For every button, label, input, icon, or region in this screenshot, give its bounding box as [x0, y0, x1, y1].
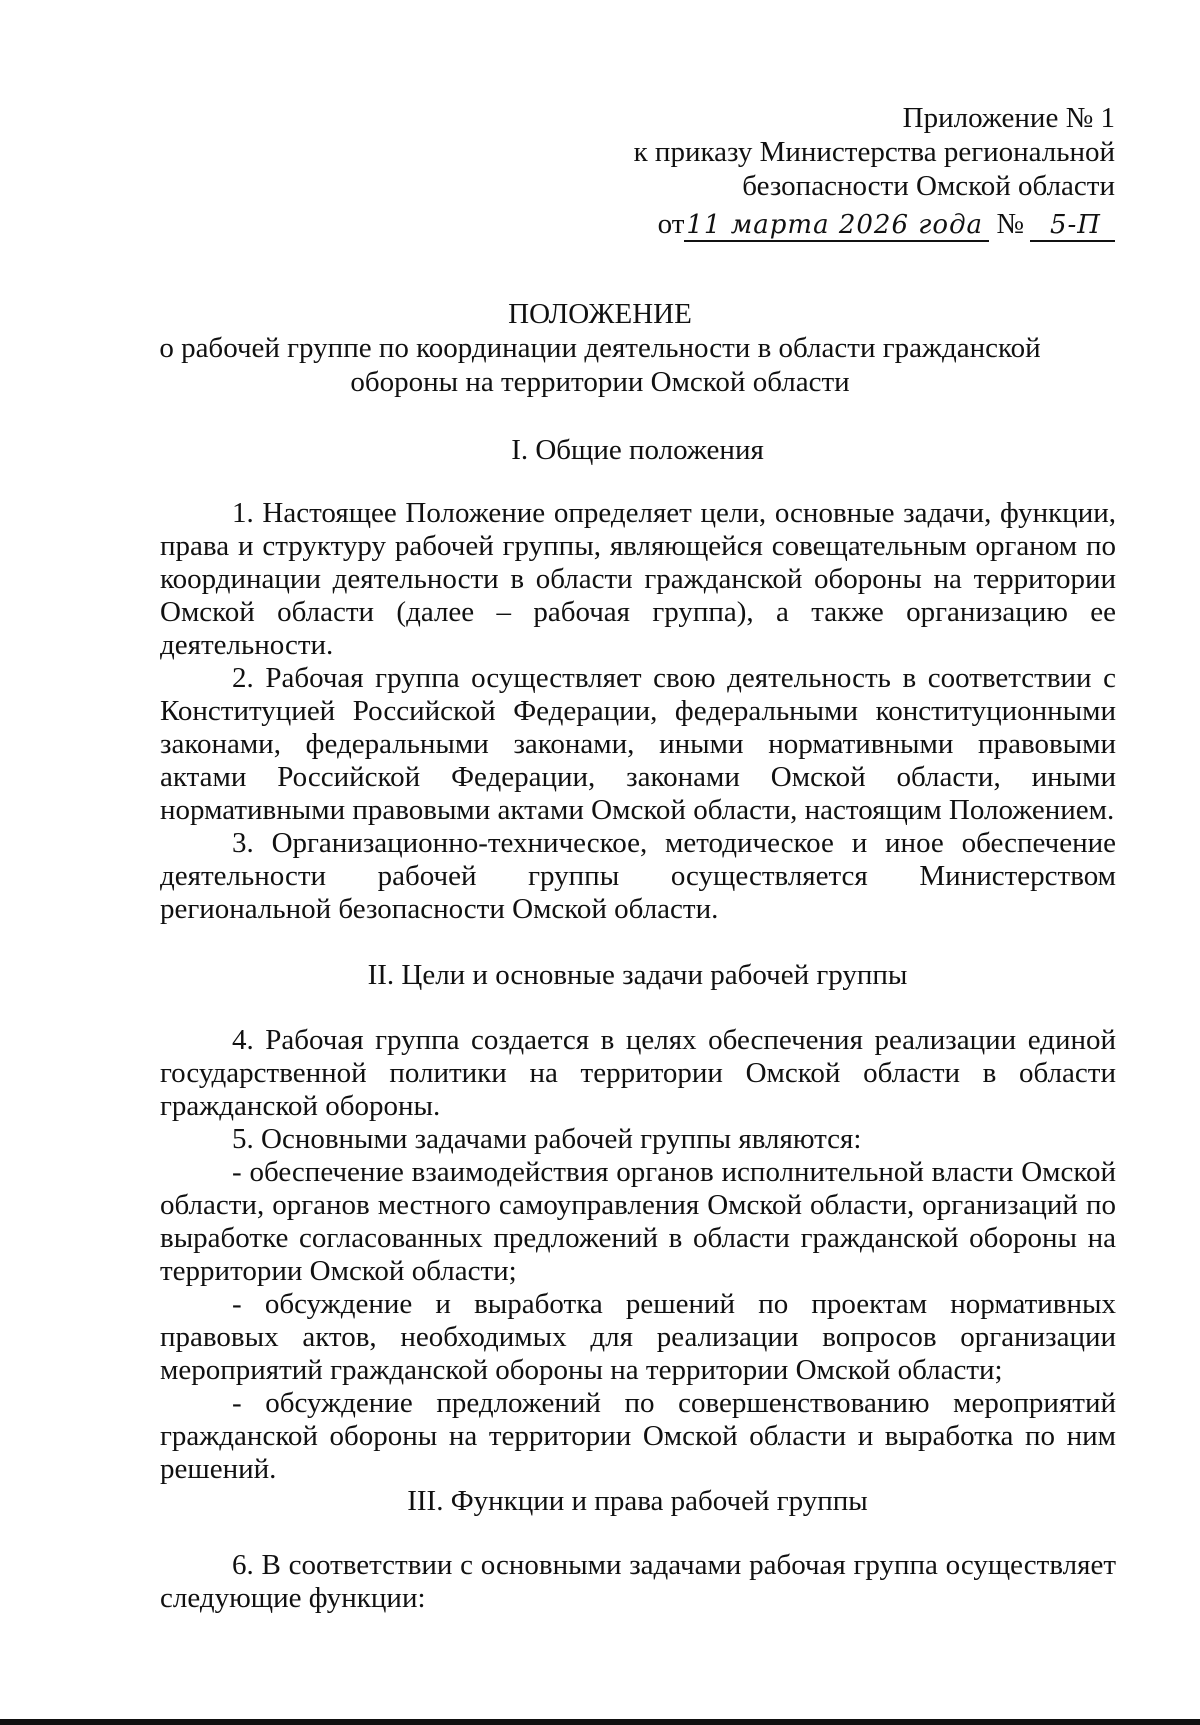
paragraph-2: 2. Рабочая группа осуществляет свою деятельность в соответствии с Конституцией Российской Федерации, федеральными конституционными законами, федеральными законами, иными нормативными правовыми актами Российской Федерации, законами Омской области, иными нормативными правовыми актами Омской области, настоящим Положением. — [160, 662, 1116, 826]
handwritten-number: 5-П — [1030, 210, 1115, 242]
paragraph-3: 3. Организационно-техническое, методическое и иное обеспечение деятельности рабочей группы осуществляется Министерством региональной безопасности Омской области. — [160, 827, 1116, 925]
paragraph-5a: - обеспечение взаимодействия органов исполнительной власти Омской области, органов местного самоуправления Омской области, организаций по выработке согласованных предложений в области гражданской обороны на территории Омской области; — [160, 1156, 1116, 1287]
paragraph-4: 4. Рабочая группа создается в целях обеспечения реализации единой государственной политики на территории Омской области в области гражданской обороны. — [160, 1024, 1116, 1122]
section-heading-2: II. Цели и основные задачи рабочей группы — [367, 959, 908, 991]
appendix-ministry: безопасности Омской области — [742, 170, 1115, 202]
section-1-body — [160, 497, 1116, 926]
section-2-body — [160, 1024, 1116, 1486]
section-heading-1: I. Общие положения — [511, 434, 764, 466]
paragraph-6: 6. В соответствии с основными задачами рабочая группа осуществляет следующие функции: — [160, 1549, 1116, 1614]
from-label: от — [657, 208, 685, 240]
appendix-number: Приложение № 1 — [902, 102, 1115, 134]
section-heading-3: III. Функции и права рабочей группы — [407, 1485, 868, 1517]
appendix-date-line — [634, 207, 1115, 242]
appendix-order-ref: к приказу Министерства региональной — [633, 136, 1115, 168]
paragraph-5b: - обсуждение и выработка решений по проектам нормативных правовых актов, необходимых для реализации вопросов организации мероприятий гражданской обороны на территории Омской области; — [160, 1288, 1116, 1386]
paragraph-5: 5. Основными задачами рабочей группы являются: — [232, 1123, 862, 1155]
appendix-header — [634, 101, 1115, 242]
document-title — [0, 297, 1200, 399]
title-heading: ПОЛОЖЕНИЕ — [508, 298, 692, 330]
paragraph-1: 1. Настоящее Положение определяет цели, основные задачи, функции, права и структуру рабочей группы, являющейся совещательным органом по координации деятельности в области гражданской обороны на территории Омской области (далее – рабочая группа), а также организацию ее деятельности. — [160, 497, 1116, 661]
page-bottom-border — [0, 1719, 1200, 1725]
title-subtitle: о рабочей группе по координации деятельности в области гражданской обороны на территории Омской области — [159, 332, 1041, 398]
paragraph-5c: - обсуждение предложений по совершенствованию мероприятий гражданской обороны на территории Омской области и выработка по ним решений. — [160, 1387, 1116, 1485]
number-label: № — [996, 208, 1024, 240]
handwritten-date: 11 марта 2026 года — [684, 210, 989, 242]
section-3-body — [160, 1549, 1116, 1615]
